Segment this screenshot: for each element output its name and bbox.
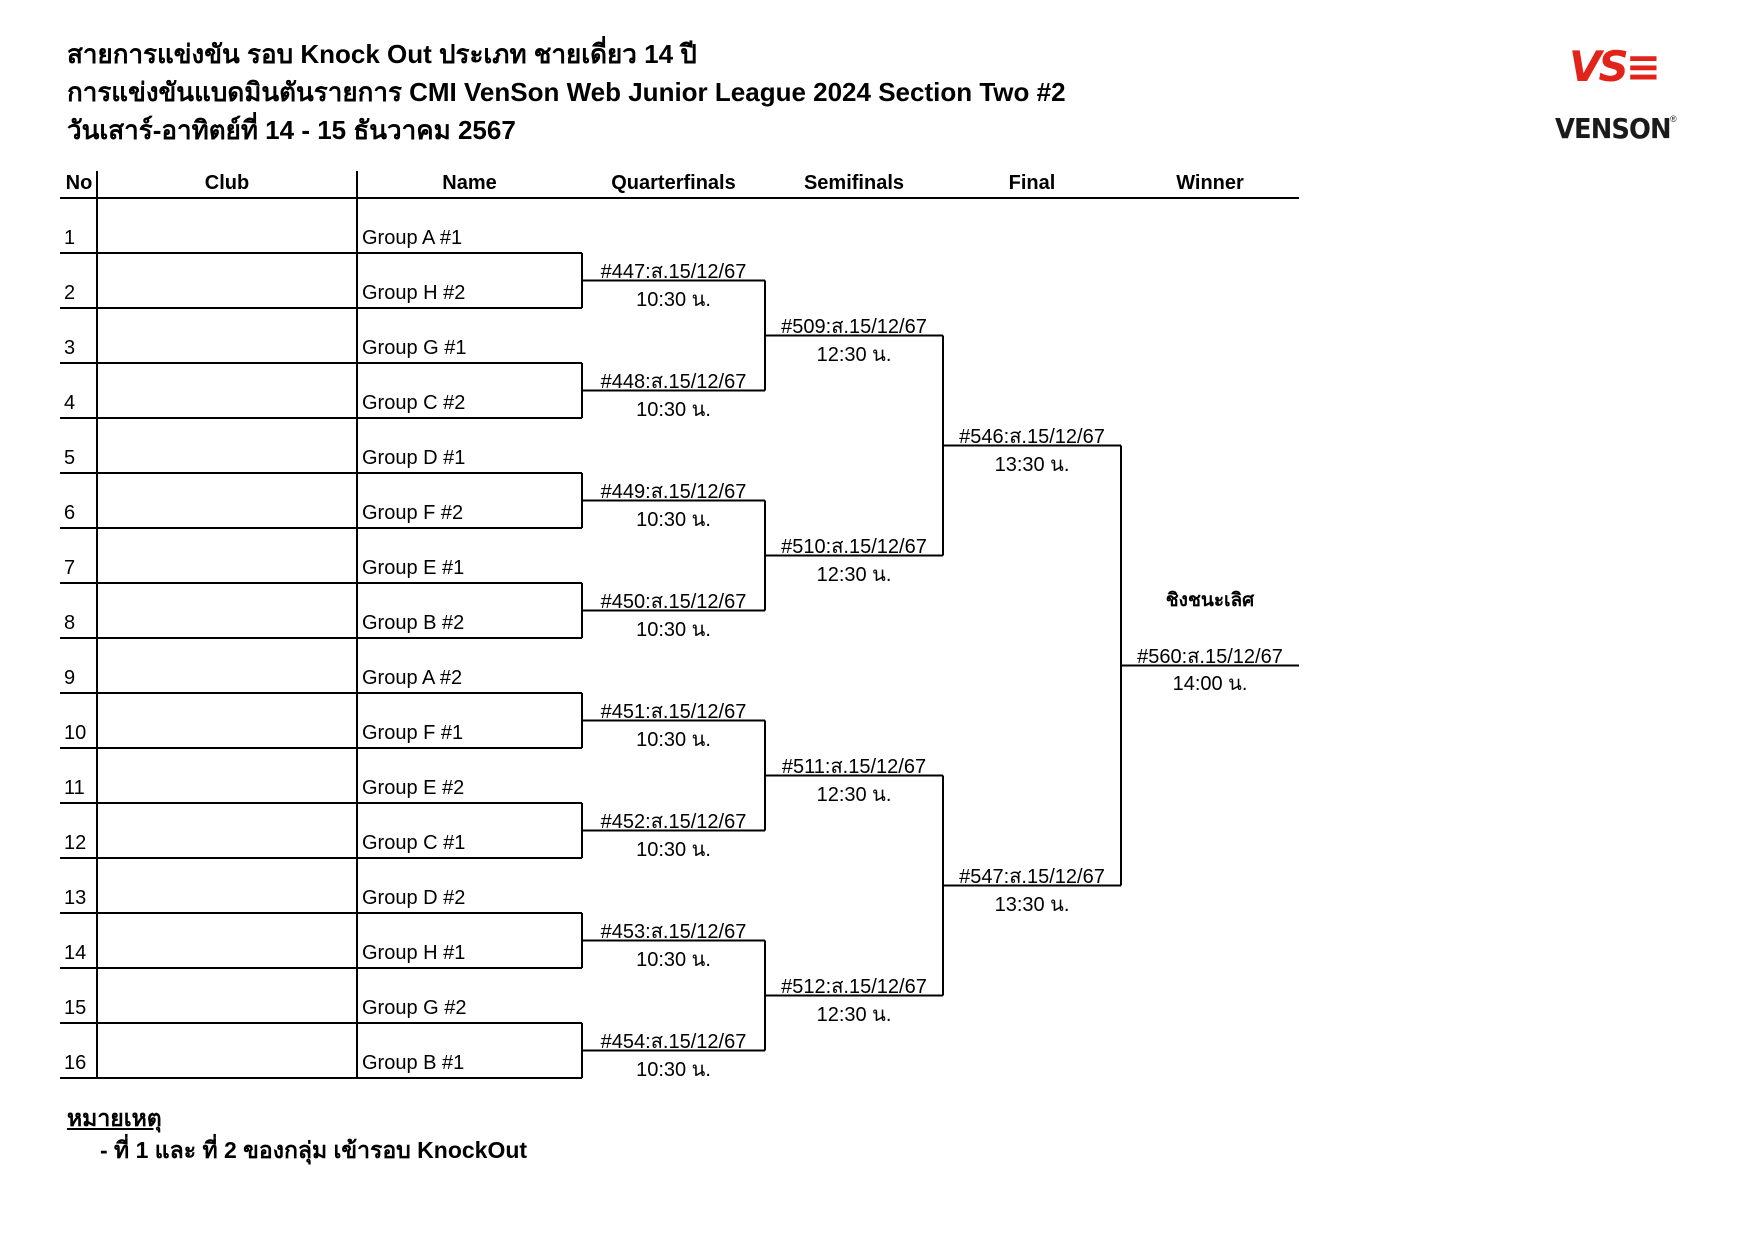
entry-name: Group F #1 — [362, 722, 464, 744]
qf-match-number: #450:ส.15/12/67 — [600, 590, 747, 613]
sf-match-number: #509:ส.15/12/67 — [781, 315, 927, 338]
entry-no: 3 — [64, 337, 76, 359]
qf-match-time: 10:30 น. — [636, 728, 711, 751]
sf-match-time: 12:30 น. — [816, 1003, 892, 1026]
winner-match-number: #560:ส.15/12/67 — [1137, 646, 1283, 668]
sf-match-number: #510:ส.15/12/67 — [781, 535, 927, 558]
entry-no: 1 — [64, 227, 76, 249]
entry-no: 15 — [64, 997, 87, 1019]
col-header-final: Final — [1008, 172, 1056, 194]
qf-match-number: #451:ส.15/12/67 — [600, 700, 747, 723]
qf-match-number: #453:ส.15/12/67 — [600, 920, 747, 943]
entry-name: Group C #2 — [362, 392, 466, 414]
entry-no: 11 — [64, 777, 85, 799]
entry-name: Group D #1 — [362, 447, 466, 469]
sf-match-time: 12:30 น. — [816, 343, 892, 366]
entry-no: 14 — [64, 942, 87, 964]
page-title: สายการแข่งขัน รอบ Knock Out ประเภท ชายเดี่ยว 14 ปี — [67, 39, 697, 69]
qf-match-time: 10:30 น. — [636, 838, 711, 861]
entry-no: 7 — [64, 557, 76, 579]
entry-name: Group F #2 — [362, 502, 464, 524]
entry-name: Group B #1 — [362, 1052, 465, 1074]
entry-name: Group A #2 — [362, 667, 463, 689]
sf-match-time: 12:30 น. — [816, 563, 892, 586]
final-match-number: #546:ส.15/12/67 — [959, 425, 1105, 448]
qf-match-number: #447:ส.15/12/67 — [600, 260, 747, 283]
col-header-winner: Winner — [1176, 172, 1244, 194]
col-header-no: No — [65, 172, 93, 194]
qf-match-time: 10:30 น. — [636, 1058, 711, 1081]
entry-name: Group H #1 — [362, 942, 466, 964]
entry-no: 8 — [64, 612, 76, 634]
entry-no: 6 — [64, 502, 76, 524]
entry-name: Group B #2 — [362, 612, 465, 634]
qf-match-number: #448:ส.15/12/67 — [600, 370, 747, 393]
final-match-number: #547:ส.15/12/67 — [959, 865, 1105, 888]
entry-name: Group G #2 — [362, 997, 467, 1019]
entry-no: 2 — [64, 282, 76, 304]
entry-no: 13 — [64, 887, 87, 909]
venson-logo-mark: VS≡ — [1569, 42, 1658, 91]
sf-match-time: 12:30 น. — [816, 783, 892, 806]
note-heading: หมายเหตุ — [67, 1105, 162, 1131]
entry-name: Group C #1 — [362, 832, 466, 854]
entry-name: Group E #2 — [362, 777, 465, 799]
note-line: - ที่ 1 และ ที่ 2 ของกลุ่ม เข้ารอบ KnockOut — [100, 1137, 528, 1163]
entry-no: 16 — [64, 1052, 87, 1074]
final-match-title: ชิงชนะเลิศ — [1165, 590, 1255, 611]
entry-name: Group G #1 — [362, 337, 467, 359]
col-header-semifinals: Semifinals — [803, 172, 905, 194]
entry-name: Group H #2 — [362, 282, 466, 304]
entry-name: Group D #2 — [362, 887, 466, 909]
col-header-name: Name — [442, 172, 497, 194]
qf-match-time: 10:30 น. — [636, 948, 711, 971]
entry-no: 10 — [64, 722, 87, 744]
sf-match-number: #512:ส.15/12/67 — [781, 975, 927, 998]
entry-no: 5 — [64, 447, 76, 469]
tournament-name: การแข่งขันแบดมินตันรายการ CMI VenSon Web Junior League 2024 Section Two #2 — [67, 77, 1066, 107]
qf-match-number: #454:ส.15/12/67 — [600, 1030, 747, 1053]
qf-match-time: 10:30 น. — [636, 398, 711, 421]
venson-logo-text: VENSON — [1555, 112, 1671, 145]
qf-match-time: 10:30 น. — [636, 618, 711, 641]
sf-match-number: #511:ส.15/12/67 — [781, 755, 927, 778]
final-match-time: 13:30 น. — [994, 453, 1070, 476]
entry-no: 4 — [64, 392, 76, 414]
final-match-time: 13:30 น. — [994, 893, 1070, 916]
registered-mark: ® — [1670, 114, 1677, 124]
qf-match-time: 10:30 น. — [636, 508, 711, 531]
qf-match-number: #449:ส.15/12/67 — [600, 480, 747, 503]
col-header-quarterfinals: Quarterfinals — [611, 172, 736, 194]
entry-no: 9 — [64, 667, 76, 689]
qf-match-time: 10:30 น. — [636, 288, 711, 311]
winner-match-time: 14:00 น. — [1172, 673, 1248, 695]
qf-match-number: #452:ส.15/12/67 — [600, 810, 747, 833]
tournament-dates: วันเสาร์-อาทิตย์ที่ 14 - 15 ธันวาคม 2567 — [67, 115, 516, 145]
col-header-club: Club — [204, 172, 250, 194]
entry-no: 12 — [64, 832, 87, 854]
entry-name: Group A #1 — [362, 227, 463, 249]
entry-name: Group E #1 — [362, 557, 465, 579]
